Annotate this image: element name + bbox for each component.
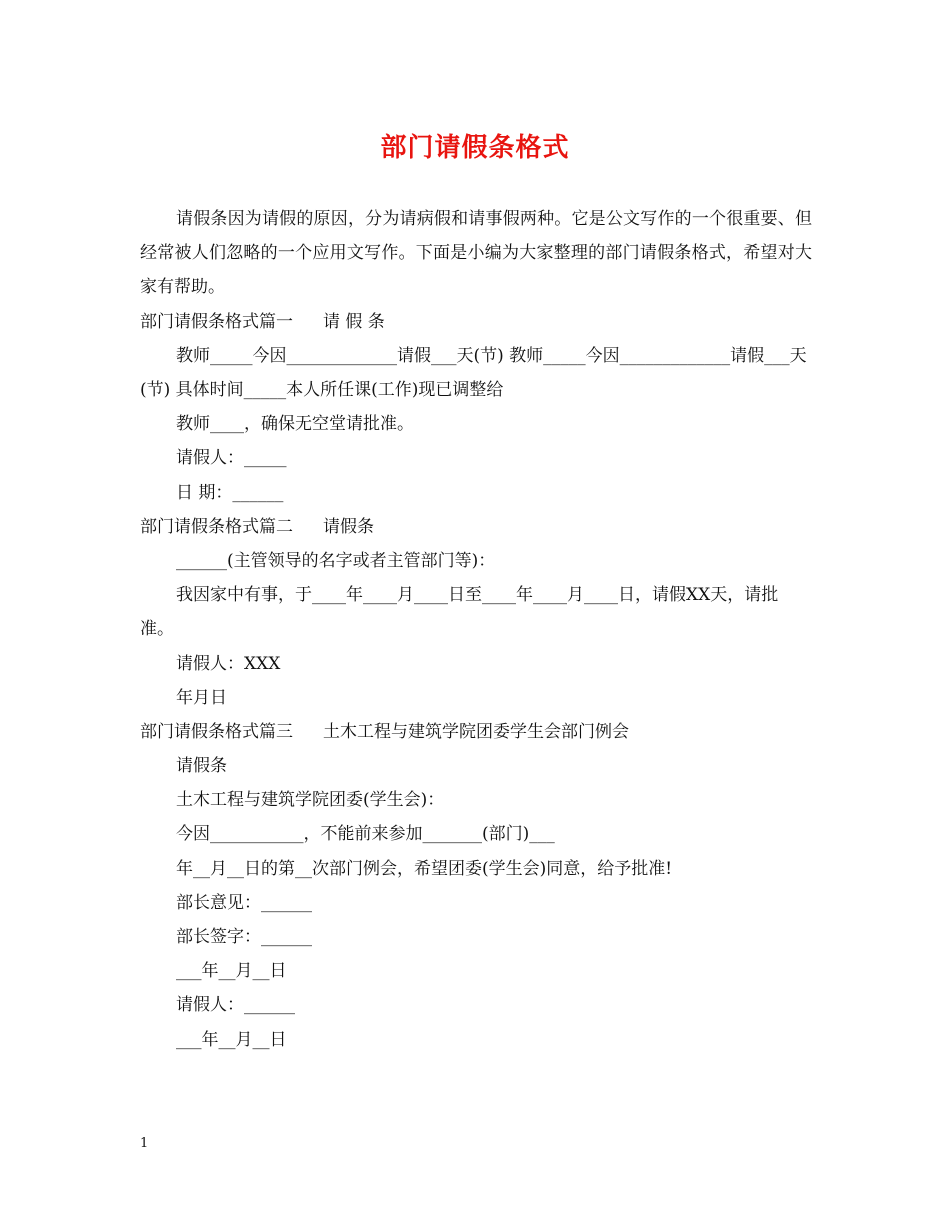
section1-applicant-line: 请假人：_____ (176, 448, 287, 469)
page-number: 1 (140, 1136, 149, 1151)
section1-heading (140, 305, 812, 339)
section3-applicant-line: 请假人：______ (176, 995, 295, 1016)
section1-heading-label: 部门请假条格式篇一 (140, 311, 293, 332)
section1-date-line: 日 期：______ (176, 482, 284, 503)
section2-heading-label: 部门请假条格式篇二 (140, 516, 293, 537)
section1-teacher-line: 教师____，确保无空堂请批准。 (176, 414, 414, 435)
section2-applicant-line: 请假人：XXX (176, 653, 281, 674)
section2-heading-sub: 请假条 (323, 516, 374, 537)
section3-addressee-line: 土木工程与建筑学院团委(学生会)： (176, 790, 445, 811)
section3-date-line-2: ___年__月__日 (176, 1029, 287, 1050)
section3-reason-line: 今因___________，不能前来参加_______(部门)___ (176, 824, 555, 845)
section1-heading-sub: 请 假 条 (323, 311, 385, 332)
section3-title-line: 请假条 (176, 756, 227, 777)
section2-paragraph: 我因家中有事，于____年____月____日至____年____月____日，请假XX天，请批准。 (140, 585, 779, 640)
section1-paragraph: 教师_____今因_____________请假___天(节) 教师_____今因_____________请假___天(节) 具体时间_____本人所任课(工作)现已调整给 (140, 345, 807, 400)
section3-date-line-1: ___年__月__日 (176, 961, 287, 982)
section3-signature-line: 部长签字：______ (176, 927, 312, 948)
section3-meeting-line: 年__月__日的第__次部门例会，希望团委(学生会)同意，给予批准! (176, 858, 673, 879)
section2-addressee-line: ______(主管领导的名字或者主管部门等)： (176, 550, 496, 571)
section2-heading (140, 510, 812, 544)
document-title: 部门请假条格式 (380, 133, 570, 163)
section3-heading-label: 部门请假条格式篇三 (140, 721, 293, 742)
intro-paragraph: 请假条因为请假的原因，分为请病假和请事假两种。它是公文写作的一个很重要、但经常被人们忽略的一个应用文写作。下面是小编为大家整理的部门请假条格式，希望对大家有帮助。 (140, 209, 812, 298)
section3-heading-sub: 土木工程与建筑学院团委学生会部门例会 (323, 721, 629, 742)
document-body (140, 202, 812, 1057)
section3-heading (140, 715, 812, 749)
section3-opinion-line: 部长意见：______ (176, 892, 312, 913)
section2-date-line: 年月日 (176, 687, 227, 708)
